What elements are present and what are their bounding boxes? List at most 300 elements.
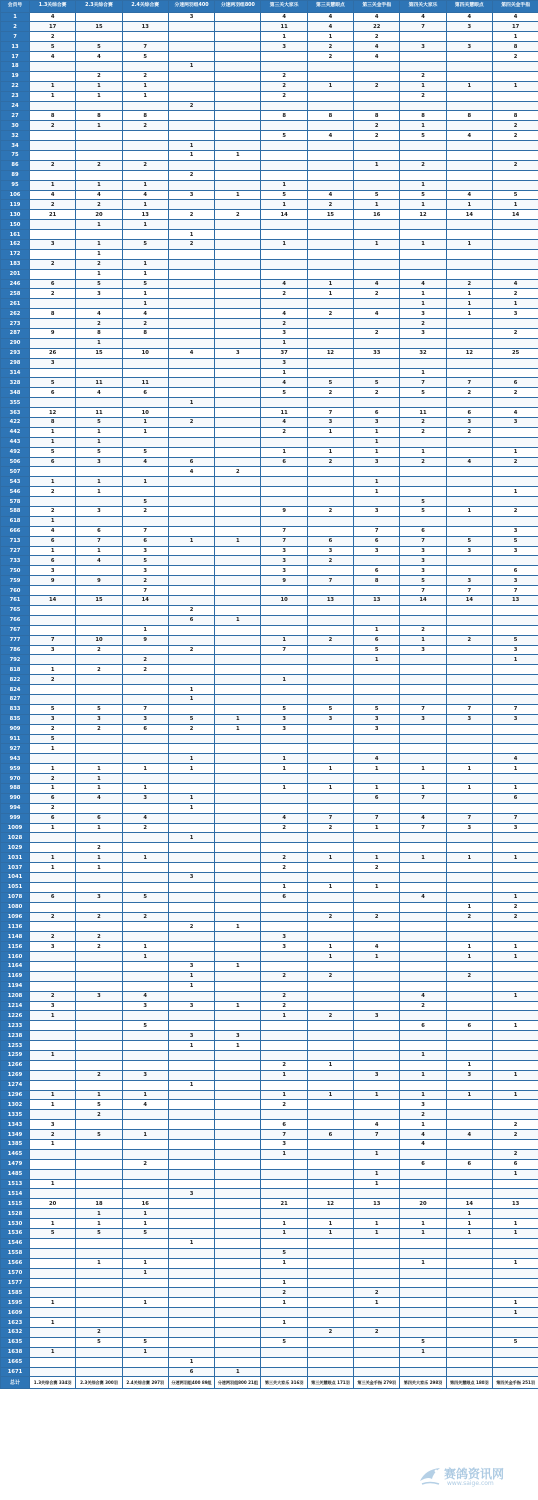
score-cell: 2 — [307, 635, 353, 645]
score-cell — [354, 269, 400, 279]
score-cell — [76, 971, 122, 981]
score-cell — [168, 487, 214, 497]
score-cell — [168, 813, 214, 823]
score-cell — [168, 427, 214, 437]
score-cell — [492, 615, 538, 625]
score-cell — [307, 605, 353, 615]
member-id-cell: 994 — [1, 803, 30, 813]
score-cell — [492, 1179, 538, 1189]
score-cell — [76, 131, 122, 141]
score-cell: 15 — [307, 210, 353, 220]
score-cell: 5 — [400, 190, 446, 200]
member-id-cell: 1536 — [1, 1229, 30, 1239]
score-cell: 1 — [122, 81, 168, 91]
table-row — [1, 289, 538, 299]
score-cell — [215, 1209, 261, 1219]
member-id-cell: 1665 — [1, 1357, 30, 1367]
score-cell: 2 — [492, 388, 538, 398]
table-row — [1, 378, 538, 388]
score-cell — [446, 665, 492, 675]
score-cell — [76, 1149, 122, 1159]
score-cell — [492, 882, 538, 892]
table-row — [1, 1209, 538, 1219]
score-cell: 1 — [76, 487, 122, 497]
score-cell: 3 — [400, 566, 446, 576]
score-cell: 14 — [446, 210, 492, 220]
score-cell: 7 — [354, 526, 400, 536]
score-cell — [307, 1248, 353, 1258]
score-cell: 3 — [76, 507, 122, 517]
score-cell — [446, 1051, 492, 1061]
total-cell: 2.4关综合赛 297羽 — [122, 1377, 168, 1389]
score-cell — [215, 902, 261, 912]
score-cell: 1 — [261, 1298, 307, 1308]
score-cell — [261, 803, 307, 813]
score-cell — [168, 843, 214, 853]
score-cell — [76, 516, 122, 526]
score-cell: 2 — [261, 427, 307, 437]
score-cell — [30, 1258, 76, 1268]
score-cell — [168, 625, 214, 635]
score-cell: 3 — [446, 714, 492, 724]
score-cell — [354, 220, 400, 230]
score-cell — [400, 952, 446, 962]
score-cell: 5 — [122, 1337, 168, 1347]
score-cell — [122, 744, 168, 754]
score-cell — [446, 180, 492, 190]
score-cell — [492, 477, 538, 487]
member-id-cell: 1274 — [1, 1080, 30, 1090]
score-cell — [215, 576, 261, 586]
table-row — [1, 744, 538, 754]
score-cell — [400, 744, 446, 754]
score-cell — [446, 892, 492, 902]
score-cell: 1 — [76, 546, 122, 556]
score-cell: 6 — [261, 457, 307, 467]
score-cell: 2 — [76, 319, 122, 329]
score-cell: 4 — [492, 408, 538, 418]
table-row — [1, 952, 538, 962]
score-cell — [168, 1199, 214, 1209]
score-cell: 4 — [261, 378, 307, 388]
score-cell — [307, 338, 353, 348]
score-cell — [76, 1318, 122, 1328]
score-cell — [261, 1110, 307, 1120]
score-cell — [122, 467, 168, 477]
score-cell: 5 — [307, 378, 353, 388]
score-cell — [122, 1308, 168, 1318]
score-cell: 5 — [261, 1337, 307, 1347]
member-id-cell: 750 — [1, 566, 30, 576]
score-cell: 2 — [122, 1159, 168, 1169]
score-cell — [307, 1149, 353, 1159]
score-cell: 2 — [30, 774, 76, 784]
score-cell: 7 — [492, 704, 538, 714]
table-row — [1, 150, 538, 160]
score-cell — [492, 1357, 538, 1367]
member-id-cell: 1233 — [1, 1021, 30, 1031]
score-cell — [307, 1288, 353, 1298]
score-cell — [215, 991, 261, 1001]
member-id-cell: 546 — [1, 487, 30, 497]
table-row — [1, 1120, 538, 1130]
score-cell — [168, 329, 214, 339]
score-cell: 2 — [492, 52, 538, 62]
score-cell: 1 — [168, 971, 214, 981]
member-id-cell: 23 — [1, 91, 30, 101]
score-cell: 1 — [76, 427, 122, 437]
score-cell: 1 — [261, 447, 307, 457]
score-cell: 1 — [261, 200, 307, 210]
score-cell: 1 — [492, 299, 538, 309]
score-cell: 1 — [492, 892, 538, 902]
score-cell — [492, 803, 538, 813]
score-cell — [492, 1140, 538, 1150]
score-cell: 5 — [261, 131, 307, 141]
score-cell — [215, 625, 261, 635]
score-cell: 1 — [261, 1318, 307, 1328]
score-cell — [492, 1318, 538, 1328]
score-cell: 1 — [30, 1011, 76, 1021]
score-cell: 2 — [122, 912, 168, 922]
score-cell: 3 — [492, 309, 538, 319]
score-cell: 1 — [168, 1080, 214, 1090]
score-cell — [400, 1318, 446, 1328]
table-row — [1, 190, 538, 200]
score-cell — [261, 477, 307, 487]
member-id-cell: 89 — [1, 170, 30, 180]
score-cell — [215, 1327, 261, 1337]
score-cell: 2 — [76, 259, 122, 269]
table-row — [1, 507, 538, 517]
score-cell: 1 — [261, 1219, 307, 1229]
table-row — [1, 843, 538, 853]
score-cell — [168, 1011, 214, 1021]
total-cell: 第三关慧眼点 171羽 — [307, 1377, 353, 1389]
score-cell — [261, 1357, 307, 1367]
score-cell — [400, 605, 446, 615]
table-row — [1, 892, 538, 902]
score-cell: 3 — [446, 546, 492, 556]
score-cell: 12 — [30, 408, 76, 418]
score-cell: 1 — [122, 180, 168, 190]
member-id-cell: 767 — [1, 625, 30, 635]
score-cell: 1 — [122, 91, 168, 101]
score-cell — [215, 1169, 261, 1179]
score-cell — [492, 843, 538, 853]
score-cell — [122, 437, 168, 447]
score-cell: 4 — [354, 309, 400, 319]
score-cell: 13 — [354, 1199, 400, 1209]
score-cell — [261, 1347, 307, 1357]
score-cell: 7 — [307, 576, 353, 586]
score-cell — [168, 368, 214, 378]
score-cell: 4 — [446, 457, 492, 467]
score-cell: 25 — [492, 348, 538, 358]
score-cell — [446, 655, 492, 665]
score-cell: 1 — [354, 487, 400, 497]
score-cell: 6 — [354, 793, 400, 803]
score-cell: 1 — [76, 783, 122, 793]
score-cell: 3 — [30, 1120, 76, 1130]
score-cell: 1 — [122, 200, 168, 210]
score-cell: 6 — [30, 457, 76, 467]
member-id-cell: 766 — [1, 615, 30, 625]
score-cell: 3 — [354, 1070, 400, 1080]
score-cell: 1 — [76, 863, 122, 873]
score-cell: 9 — [30, 329, 76, 339]
score-cell — [76, 1248, 122, 1258]
score-cell: 2 — [76, 1070, 122, 1080]
score-cell: 1 — [122, 220, 168, 230]
score-cell — [168, 1268, 214, 1278]
member-id-cell: 261 — [1, 299, 30, 309]
score-cell: 5 — [261, 388, 307, 398]
score-cell — [76, 1169, 122, 1179]
score-cell: 7 — [400, 793, 446, 803]
score-cell: 3 — [168, 1189, 214, 1199]
score-cell: 2 — [30, 507, 76, 517]
score-cell — [400, 220, 446, 230]
score-cell — [261, 230, 307, 240]
score-cell — [400, 1298, 446, 1308]
score-cell — [307, 1169, 353, 1179]
member-id-cell: 759 — [1, 576, 30, 586]
score-cell: 3 — [76, 892, 122, 902]
score-cell: 2 — [30, 121, 76, 131]
score-cell — [30, 1189, 76, 1199]
score-cell: 2 — [30, 1130, 76, 1140]
table-row — [1, 1219, 538, 1229]
member-id-cell: 1335 — [1, 1110, 30, 1120]
score-cell — [400, 675, 446, 685]
score-cell: 3 — [261, 566, 307, 576]
table-row — [1, 813, 538, 823]
score-cell — [76, 299, 122, 309]
score-cell — [76, 497, 122, 507]
score-cell — [215, 180, 261, 190]
score-cell: 11 — [400, 408, 446, 418]
score-cell — [307, 586, 353, 596]
member-id-cell: 727 — [1, 546, 30, 556]
score-cell: 1 — [307, 427, 353, 437]
score-cell: 1 — [400, 1090, 446, 1100]
score-cell — [354, 981, 400, 991]
score-cell: 12 — [446, 348, 492, 358]
score-cell — [307, 803, 353, 813]
score-cell: 2 — [76, 71, 122, 81]
score-cell: 1 — [30, 180, 76, 190]
score-cell — [30, 615, 76, 625]
score-cell — [168, 289, 214, 299]
score-cell: 7 — [307, 813, 353, 823]
score-cell — [215, 388, 261, 398]
score-cell — [30, 319, 76, 329]
score-cell — [168, 516, 214, 526]
score-cell: 3 — [400, 1100, 446, 1110]
score-cell: 4 — [400, 12, 446, 22]
score-cell — [76, 1179, 122, 1189]
score-cell: 7 — [30, 635, 76, 645]
score-cell — [354, 605, 400, 615]
score-cell: 8 — [446, 111, 492, 121]
score-cell: 3 — [354, 724, 400, 734]
score-cell — [76, 1298, 122, 1308]
score-cell: 1 — [446, 200, 492, 210]
score-cell — [492, 1248, 538, 1258]
score-cell — [400, 61, 446, 71]
score-cell: 3 — [122, 1070, 168, 1080]
score-cell: 2 — [30, 724, 76, 734]
score-cell — [261, 952, 307, 962]
score-cell: 2 — [261, 823, 307, 833]
table-row — [1, 536, 538, 546]
score-cell: 5 — [354, 190, 400, 200]
score-cell — [30, 685, 76, 695]
score-cell — [215, 52, 261, 62]
score-cell — [261, 299, 307, 309]
score-cell — [215, 1258, 261, 1268]
score-cell — [400, 1367, 446, 1377]
score-cell: 4 — [354, 12, 400, 22]
table-row — [1, 1238, 538, 1248]
score-cell — [400, 358, 446, 368]
score-cell: 5 — [122, 239, 168, 249]
score-cell — [492, 665, 538, 675]
score-cell — [261, 843, 307, 853]
score-cell: 1 — [168, 61, 214, 71]
score-cell: 2 — [492, 131, 538, 141]
score-cell: 1 — [215, 615, 261, 625]
score-cell: 6 — [122, 724, 168, 734]
score-cell — [30, 1278, 76, 1288]
score-cell: 3 — [400, 556, 446, 566]
score-cell — [168, 437, 214, 447]
member-id-cell: 7 — [1, 32, 30, 42]
score-cell: 1 — [30, 1318, 76, 1328]
score-cell: 3 — [354, 714, 400, 724]
member-id-cell: 1156 — [1, 942, 30, 952]
total-cell: 第四关金手指 251羽 — [492, 1377, 538, 1389]
score-cell — [492, 863, 538, 873]
score-cell — [168, 942, 214, 952]
table-row — [1, 596, 538, 606]
score-cell — [307, 1041, 353, 1051]
table-row — [1, 1031, 538, 1041]
watermark — [418, 1463, 528, 1491]
score-cell — [122, 1357, 168, 1367]
score-cell — [168, 388, 214, 398]
score-cell: 1 — [492, 32, 538, 42]
score-cell: 1 — [30, 863, 76, 873]
score-cell — [30, 1169, 76, 1179]
score-cell — [492, 1347, 538, 1357]
score-cell: 1 — [261, 1011, 307, 1021]
score-cell — [446, 1011, 492, 1021]
score-cell: 3 — [400, 329, 446, 339]
score-cell: 13 — [307, 596, 353, 606]
score-cell: 1 — [122, 1130, 168, 1140]
score-cell — [122, 358, 168, 368]
score-cell: 2 — [307, 971, 353, 981]
score-cell — [492, 981, 538, 991]
score-cell: 5 — [76, 447, 122, 457]
member-id-cell: 258 — [1, 289, 30, 299]
member-id-cell: 578 — [1, 497, 30, 507]
score-cell: 21 — [30, 210, 76, 220]
member-id-cell: 273 — [1, 319, 30, 329]
score-cell — [307, 1367, 353, 1377]
score-cell — [122, 971, 168, 981]
table-row — [1, 714, 538, 724]
member-id-cell: 1029 — [1, 843, 30, 853]
score-cell — [30, 694, 76, 704]
score-cell — [122, 1120, 168, 1130]
score-cell — [76, 952, 122, 962]
score-cell — [261, 872, 307, 882]
score-cell — [492, 1060, 538, 1070]
score-cell: 1 — [446, 942, 492, 952]
score-cell — [492, 368, 538, 378]
score-cell — [168, 447, 214, 457]
score-cell: 3 — [354, 1011, 400, 1021]
member-id-cell: 760 — [1, 586, 30, 596]
score-cell: 5 — [76, 1130, 122, 1140]
score-cell — [354, 675, 400, 685]
member-id-cell: 588 — [1, 507, 30, 517]
score-cell: 4 — [261, 309, 307, 319]
score-cell: 7 — [446, 586, 492, 596]
member-id-cell: 1080 — [1, 902, 30, 912]
score-cell: 2 — [307, 556, 353, 566]
score-cell — [122, 1149, 168, 1159]
score-cell — [446, 398, 492, 408]
score-cell: 5 — [122, 497, 168, 507]
score-cell — [492, 1238, 538, 1248]
score-cell: 1 — [76, 91, 122, 101]
score-cell — [215, 368, 261, 378]
score-cell — [215, 764, 261, 774]
score-cell: 1 — [492, 447, 538, 457]
score-cell: 2 — [76, 1327, 122, 1337]
score-cell: 7 — [261, 526, 307, 536]
member-id-cell: 765 — [1, 605, 30, 615]
score-cell — [168, 902, 214, 912]
score-cell — [215, 239, 261, 249]
score-cell — [446, 675, 492, 685]
score-cell: 7 — [76, 536, 122, 546]
score-cell — [446, 1367, 492, 1377]
table-row — [1, 1159, 538, 1169]
score-cell: 1 — [400, 1219, 446, 1229]
score-cell — [446, 685, 492, 695]
score-cell — [76, 734, 122, 744]
score-cell — [261, 259, 307, 269]
score-cell — [168, 338, 214, 348]
table-row — [1, 239, 538, 249]
score-cell — [76, 61, 122, 71]
score-cell — [168, 576, 214, 586]
score-cell: 6 — [446, 1159, 492, 1169]
score-cell: 1 — [400, 121, 446, 131]
score-cell: 4 — [122, 991, 168, 1001]
score-cell — [446, 1288, 492, 1298]
score-cell: 7 — [400, 823, 446, 833]
header-stage1-3-combined: 1.3关综合赛 — [30, 1, 76, 13]
table-row — [1, 259, 538, 269]
member-id-cell: 119 — [1, 200, 30, 210]
score-cell: 1 — [76, 239, 122, 249]
